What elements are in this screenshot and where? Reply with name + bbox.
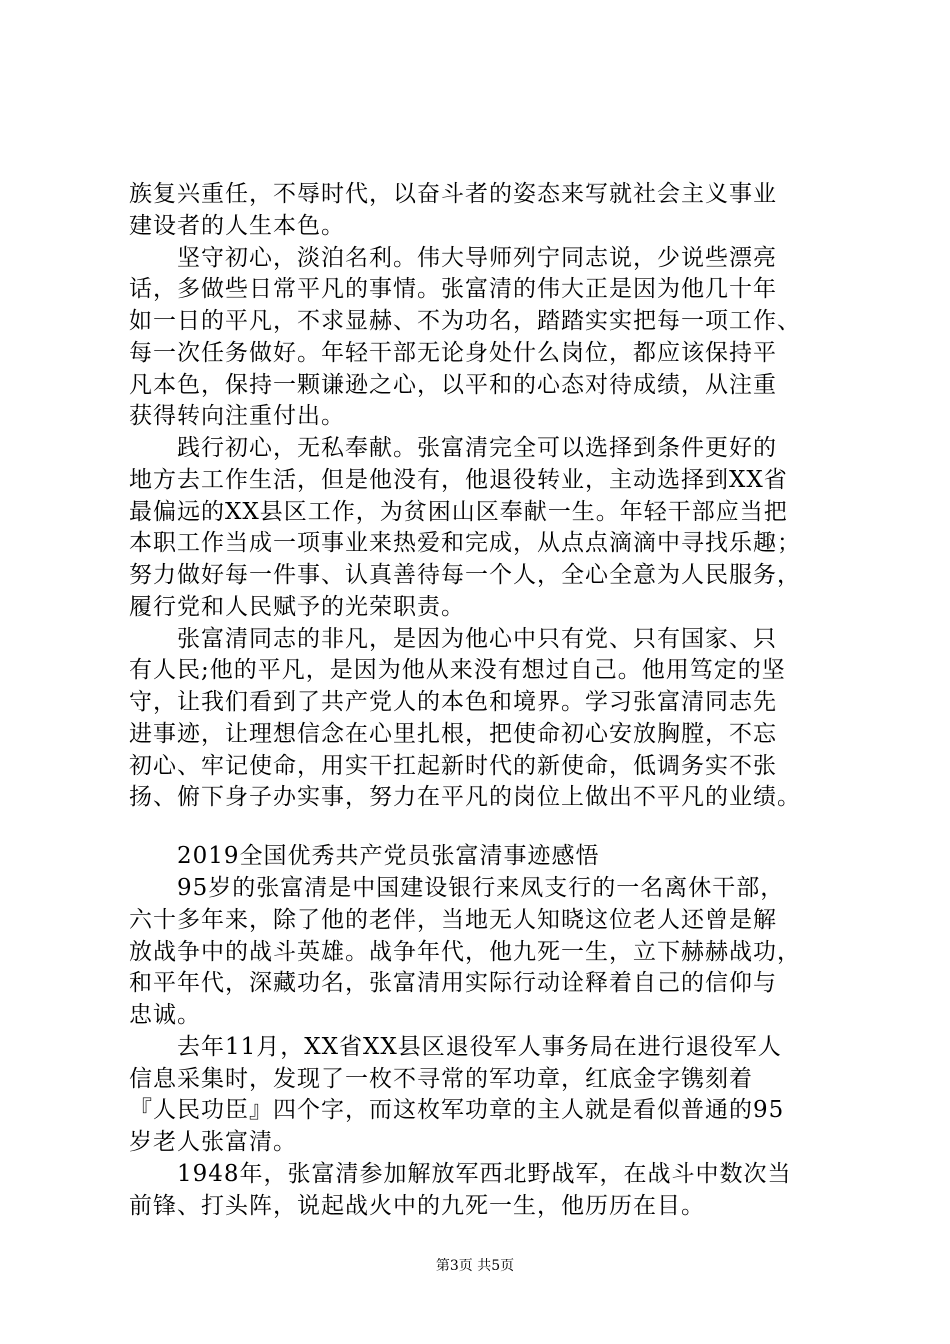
text-line: 六十多年来，除了他的老伴，当地无人知晓这位老人还曾是解 [129, 907, 777, 933]
text-line: 进事迹，让理想信念在心里扎根，把使命初心安放胸膛，不忘 [129, 721, 777, 747]
text-line: 守，让我们看到了共产党人的本色和境界。学习张富清同志先 [129, 689, 777, 715]
text-line: 张富清同志的非凡，是因为他心中只有党、只有国家、只 [129, 626, 777, 652]
text-line: 践行初心，无私奉献。张富清完全可以选择到条件更好的 [129, 435, 777, 461]
text-line: 扬、俯下身子办实事，努力在平凡的岗位上做出不平凡的业绩。 [129, 784, 801, 810]
text-line: 族复兴重任，不辱时代，以奋斗者的姿态来写就社会主义事业 [129, 181, 777, 207]
text-line: 初心、牢记使命，用实干扛起新时代的新使命，低调务实不张 [129, 753, 777, 779]
text-line: 放战争中的战斗英雄。战争年代，他九死一生，立下赫赫战功， [129, 939, 801, 965]
text-line: 岁老人张富清。 [129, 1129, 297, 1155]
text-line: 和平年代，深藏功名，张富清用实际行动诠释着自己的信仰与 [129, 970, 777, 996]
text-line: 前锋、打头阵，说起战火中的九死一生，他历历在目。 [129, 1193, 705, 1219]
text-line: 获得转向注重付出。 [129, 403, 345, 429]
text-line: 坚守初心，淡泊名利。伟大导师列宁同志说，少说些漂亮 [129, 245, 777, 271]
text-line: 凡本色，保持一颗谦逊之心，以平和的心态对待成绩，从注重 [129, 372, 777, 398]
text-line: 95岁的张富清是中国建设银行来凤支行的一名离休干部， [129, 875, 785, 901]
text-line: 最偏远的XX县区工作，为贫困山区奉献一生。年轻干部应当把 [129, 499, 788, 525]
text-line: 每一次任务做好。年轻干部无论身处什么岗位，都应该保持平 [129, 340, 777, 366]
text-line: 有人民;他的平凡，是因为他从来没有想过自己。他用笃定的坚 [129, 657, 786, 683]
text-line: 忠诚。 [129, 1002, 201, 1028]
text-line: 1948年，张富清参加解放军西北野战军，在战斗中数次当 [129, 1161, 792, 1187]
text-line: 话，多做些日常平凡的事情。张富清的伟大正是因为他几十年 [129, 276, 777, 302]
text-line: 本职工作当成一项事业来热爱和完成，从点点滴滴中寻找乐趣； [129, 530, 801, 556]
text-line: 建设者的人生本色。 [129, 213, 345, 239]
page-number-footer: 第3页 共5页 [435, 1258, 515, 1274]
text-line: 如一日的平凡，不求显赫、不为功名，踏踏实实把每一项工作、 [129, 308, 801, 334]
text-line: 信息采集时，发现了一枚不寻常的军功章，红底金字镌刻着 [129, 1066, 753, 1092]
text-line: 去年11月，XX省XX县区退役军人事务局在进行退役军人 [129, 1034, 782, 1060]
text-line: 『人民功臣』四个字，而这枚军功章的主人就是看似普通的95 [129, 1097, 785, 1123]
text-line: 地方去工作生活，但是他没有，他退役转业，主动选择到XX省 [129, 467, 788, 493]
text-line: 努力做好每一件事、认真善待每一个人，全心全意为人民服务， [129, 562, 801, 588]
text-line: 履行党和人民赋予的光荣职责。 [129, 594, 465, 620]
section-title: 2019全国优秀共产党员张富清事迹感悟 [129, 843, 600, 869]
